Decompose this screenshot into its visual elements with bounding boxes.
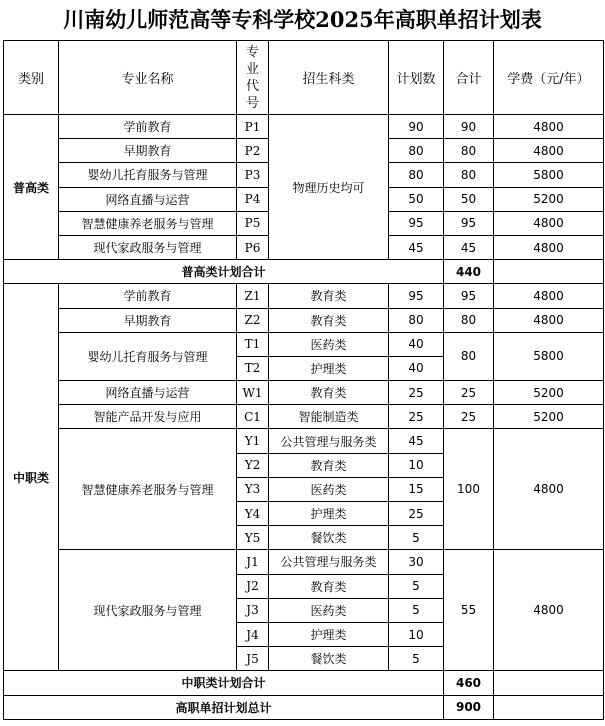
major-name: 网络直播与运营: [59, 187, 237, 211]
plan-count: 5: [389, 598, 444, 622]
plan-count: 80: [389, 139, 444, 163]
subject-category: 医药类: [269, 598, 389, 622]
plan-count: 95: [389, 284, 444, 308]
plan-count: 15: [389, 477, 444, 501]
general-subject: 物理历史均可: [269, 115, 389, 260]
total-count: 55: [444, 550, 494, 671]
major-code: P4: [237, 187, 269, 211]
major-name: 网络直播与运营: [59, 381, 237, 405]
category-general: 普高类: [4, 115, 59, 260]
major-name: 智慧健康养老服务与管理: [59, 211, 237, 235]
plan-count: 45: [389, 235, 444, 259]
plan-count: 40: [389, 356, 444, 380]
tuition-fee: 4800: [494, 211, 604, 235]
tuition-fee: 4800: [494, 308, 604, 332]
table-row: [4, 115, 604, 139]
plan-count: 10: [389, 622, 444, 646]
plan-count: 25: [389, 502, 444, 526]
tuition-fee: 4800: [494, 139, 604, 163]
major-code: P1: [237, 115, 269, 139]
header-tuition: 学费（元/年）: [494, 41, 604, 115]
major-code: J5: [237, 647, 269, 671]
header-plan: 计划数: [389, 41, 444, 115]
major-code: Z2: [237, 308, 269, 332]
plan-count: 80: [389, 308, 444, 332]
major-code: P6: [237, 235, 269, 259]
header-major-code: [237, 41, 269, 115]
subject-category: 教育类: [269, 308, 389, 332]
tuition-fee: 5200: [494, 187, 604, 211]
general-subtotal-row: [4, 260, 604, 284]
empty-cell: [494, 260, 604, 284]
subject-category: 餐饮类: [269, 647, 389, 671]
subject-category: 医药类: [269, 332, 389, 356]
major-code: J3: [237, 598, 269, 622]
header-category: 类别: [4, 41, 59, 115]
header-subject: 招生科类: [269, 41, 389, 115]
major-name: 智能产品开发与应用: [59, 405, 237, 429]
empty-cell: [494, 671, 604, 695]
page-title: 川南幼儿师范高等专科学校2025年高职单招计划表: [63, 7, 542, 32]
major-name: 早期教育: [59, 308, 237, 332]
plan-count: 5: [389, 647, 444, 671]
major-name: 学前教育: [59, 115, 237, 139]
plan-count: 5: [389, 574, 444, 598]
table-row: [4, 550, 604, 574]
total-count: 50: [444, 187, 494, 211]
plan-count: 5: [389, 526, 444, 550]
subject-category: 医药类: [269, 477, 389, 501]
total-count: 45: [444, 235, 494, 259]
table-row: [4, 405, 604, 429]
tuition-fee: 4800: [494, 550, 604, 671]
subject-category: 护理类: [269, 502, 389, 526]
subject-category: 教育类: [269, 453, 389, 477]
general-subtotal-value: 440: [444, 260, 494, 284]
empty-cell: [494, 695, 604, 719]
major-name: 早期教育: [59, 139, 237, 163]
header-row: [4, 41, 604, 115]
grand-total-label: 高职单招计划总计: [4, 695, 444, 719]
table-row: [4, 381, 604, 405]
major-name: 婴幼儿托育服务与管理: [59, 332, 237, 380]
general-subtotal-label: 普高类计划合计: [4, 260, 444, 284]
plan-count: 95: [389, 211, 444, 235]
major-name: 现代家政服务与管理: [59, 235, 237, 259]
major-code: J1: [237, 550, 269, 574]
major-code: T2: [237, 356, 269, 380]
plan-count: 25: [389, 405, 444, 429]
major-code: Y2: [237, 453, 269, 477]
subject-category: 教育类: [269, 284, 389, 308]
total-count: 95: [444, 284, 494, 308]
total-count: 95: [444, 211, 494, 235]
major-name: 现代家政服务与管理: [59, 550, 237, 671]
vocational-subtotal-label: 中职类计划合计: [4, 671, 444, 695]
tuition-fee: 4800: [494, 284, 604, 308]
plan-count: 50: [389, 187, 444, 211]
total-count: 25: [444, 381, 494, 405]
plan-count: 25: [389, 381, 444, 405]
tuition-fee: 4800: [494, 429, 604, 550]
total-count: 25: [444, 405, 494, 429]
subject-category: 餐饮类: [269, 526, 389, 550]
major-code: J4: [237, 622, 269, 646]
major-code: Z1: [237, 284, 269, 308]
plan-count: 30: [389, 550, 444, 574]
header-major-name: 专业名称: [59, 41, 237, 115]
total-count: 80: [444, 139, 494, 163]
total-count: 80: [444, 332, 494, 380]
subject-category: 公共管理与服务类: [269, 550, 389, 574]
grand-total-row: [4, 695, 604, 719]
tuition-fee: 5200: [494, 405, 604, 429]
major-code: P5: [237, 211, 269, 235]
tuition-fee: 5200: [494, 381, 604, 405]
major-code: P2: [237, 139, 269, 163]
plan-count: 90: [389, 115, 444, 139]
grand-total-value: 900: [444, 695, 494, 719]
subject-category: 教育类: [269, 381, 389, 405]
plan-count: 10: [389, 453, 444, 477]
subject-category: 护理类: [269, 356, 389, 380]
tuition-fee: 4800: [494, 235, 604, 259]
table-row: [4, 308, 604, 332]
major-name: 学前教育: [59, 284, 237, 308]
subject-category: 护理类: [269, 622, 389, 646]
header-total: 合计: [444, 41, 494, 115]
total-count: 80: [444, 308, 494, 332]
subject-category: 教育类: [269, 574, 389, 598]
major-code: Y1: [237, 429, 269, 453]
major-code: W1: [237, 381, 269, 405]
major-code: J2: [237, 574, 269, 598]
major-code: P3: [237, 163, 269, 187]
table-row: [4, 332, 604, 356]
subject-category: 公共管理与服务类: [269, 429, 389, 453]
plan-count: 80: [389, 163, 444, 187]
header-major-code-text: 专 业 代 号: [245, 44, 259, 111]
major-name: 婴幼儿托育服务与管理: [59, 163, 237, 187]
plan-count: 45: [389, 429, 444, 453]
plan-count: 40: [389, 332, 444, 356]
major-code: C1: [237, 405, 269, 429]
total-count: 100: [444, 429, 494, 550]
subject-category: 智能制造类: [269, 405, 389, 429]
enrollment-plan-table: [3, 40, 604, 720]
tuition-fee: 5800: [494, 163, 604, 187]
table-row: [4, 429, 604, 453]
tuition-fee: 5800: [494, 332, 604, 380]
major-code: Y4: [237, 502, 269, 526]
vocational-subtotal-value: 460: [444, 671, 494, 695]
tuition-fee: 4800: [494, 115, 604, 139]
major-code: Y5: [237, 526, 269, 550]
category-vocational: 中职类: [4, 284, 59, 671]
major-name: 智慧健康养老服务与管理: [59, 429, 237, 550]
vocational-subtotal-row: [4, 671, 604, 695]
major-code: Y3: [237, 477, 269, 501]
total-count: 80: [444, 163, 494, 187]
table-row: [4, 284, 604, 308]
major-code: T1: [237, 332, 269, 356]
total-count: 90: [444, 115, 494, 139]
